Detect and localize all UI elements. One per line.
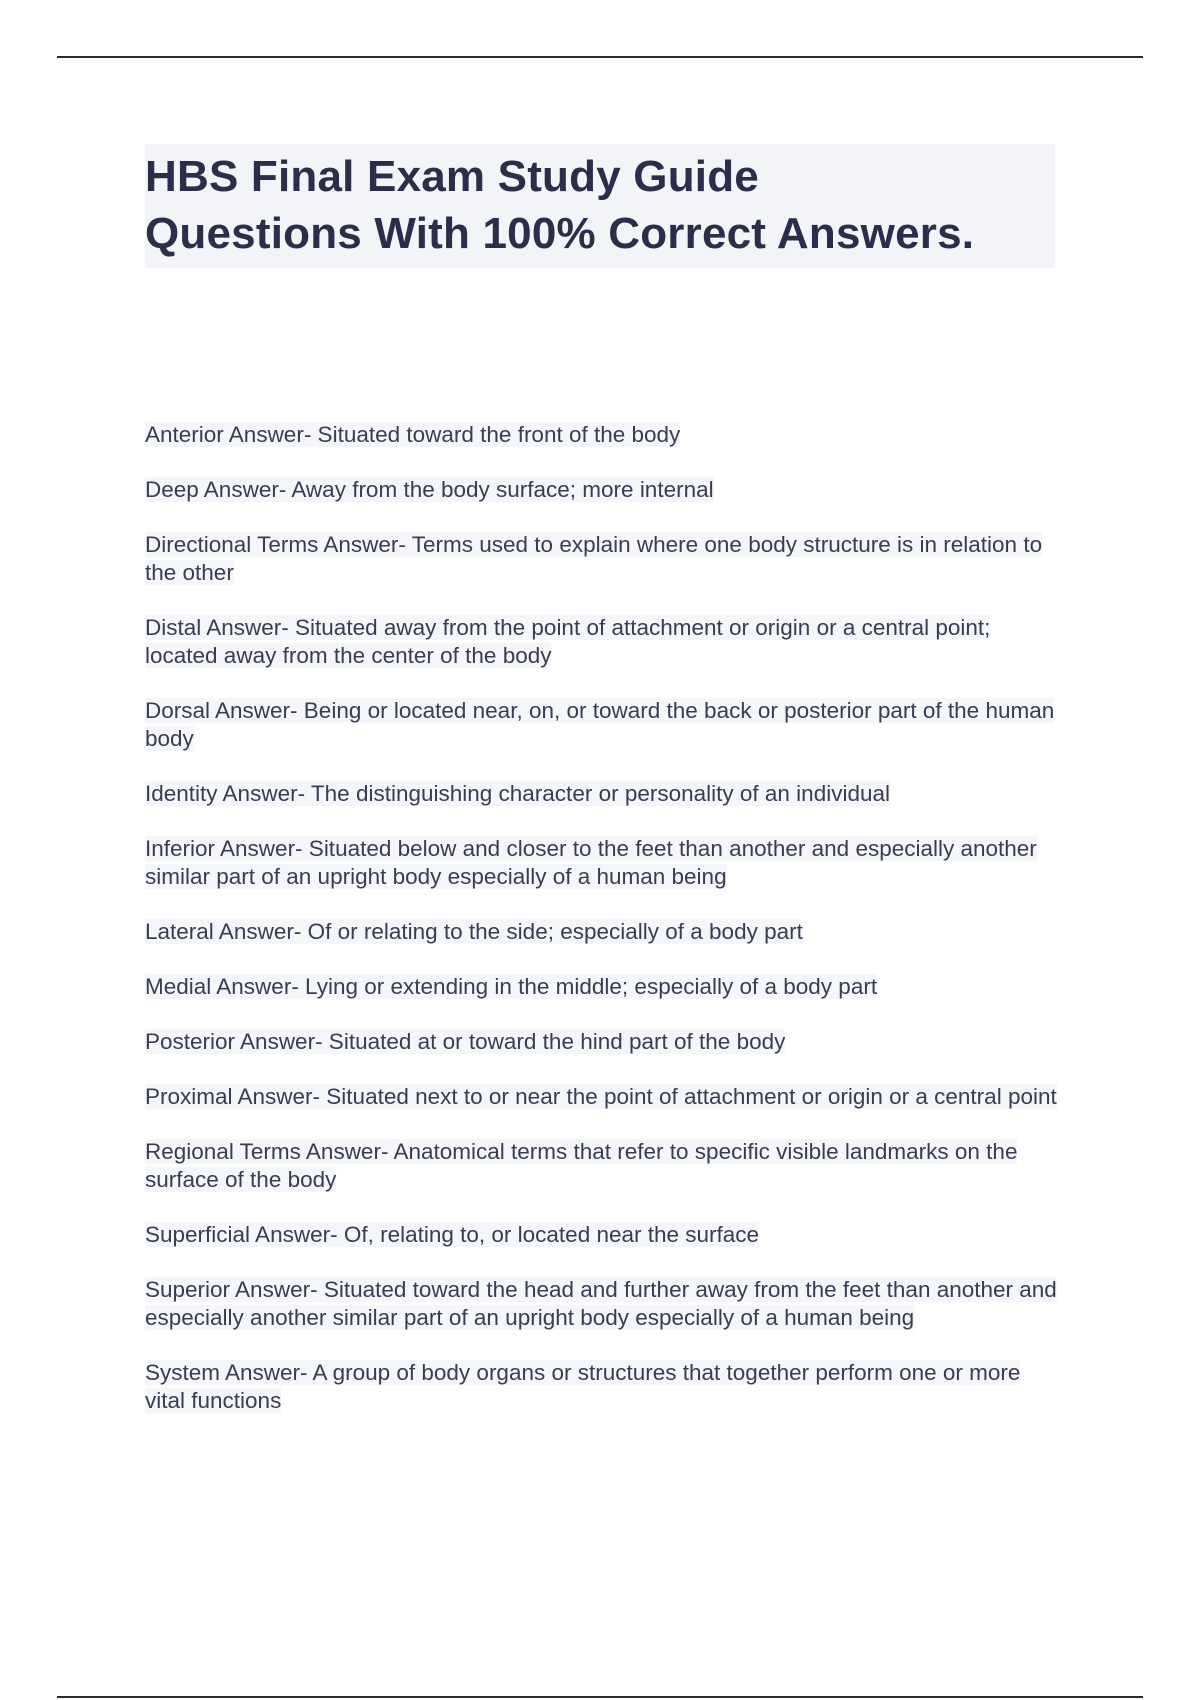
definition-text: Superficial Answer- Of, relating to, or located near the surface <box>145 1222 760 1247</box>
definition-entry <box>145 1221 1065 1249</box>
title-line-2: Questions With 100% Correct Answers. <box>145 209 975 258</box>
definition-text: Directional Terms Answer- Terms used to explain where one body structure is in relation to the other <box>145 532 1043 585</box>
definition-entry <box>145 1028 1065 1056</box>
definition-entry <box>145 780 1065 808</box>
definition-entry <box>145 1138 1065 1194</box>
definition-text: Lateral Answer- Of or relating to the side; especially of a body part <box>145 919 803 944</box>
definition-text: Superior Answer- Situated toward the head and further away from the feet than another and especially another similar part of an upright body especially of a human being <box>145 1277 1057 1330</box>
definition-text: Medial Answer- Lying or extending in the middle; especially of a body part <box>145 974 878 999</box>
definition-text: Proximal Answer- Situated next to or near the point of attachment or origin or a central point <box>145 1084 1057 1109</box>
definition-entry <box>145 697 1065 753</box>
definition-text: Regional Terms Answer- Anatomical terms that refer to specific visible landmarks on the surface of the body <box>145 1139 1018 1192</box>
definition-entry <box>145 1276 1065 1332</box>
definition-text: Distal Answer- Situated away from the point of attachment or origin or a central point; located away from the center of the body <box>145 615 991 668</box>
definition-entry <box>145 835 1065 891</box>
title-line-1: HBS Final Exam Study Guide <box>145 152 759 201</box>
document-title <box>145 144 1055 268</box>
definition-entry <box>145 614 1065 670</box>
bottom-divider <box>57 1696 1143 1698</box>
definition-entry <box>145 1083 1065 1111</box>
definition-entry <box>145 918 1065 946</box>
definition-entry <box>145 476 1065 504</box>
top-divider <box>57 56 1143 58</box>
definition-list <box>145 421 1065 1442</box>
definition-entry <box>145 531 1065 587</box>
definition-text: Posterior Answer- Situated at or toward the hind part of the body <box>145 1029 786 1054</box>
definition-text: System Answer- A group of body organs or structures that together perform one or more vital functions <box>145 1360 1021 1413</box>
definition-entry <box>145 1359 1065 1415</box>
definition-entry <box>145 973 1065 1001</box>
definition-entry <box>145 421 1065 449</box>
definition-text: Anterior Answer- Situated toward the front of the body <box>145 422 681 447</box>
definition-text: Inferior Answer- Situated below and closer to the feet than another and especially another similar part of an upright body especially of a human being <box>145 836 1037 889</box>
definition-text: Deep Answer- Away from the body surface; more internal <box>145 477 714 502</box>
definition-text: Identity Answer- The distinguishing character or personality of an individual <box>145 781 890 806</box>
definition-text: Dorsal Answer- Being or located near, on, or toward the back or posterior part of the human body <box>145 698 1055 751</box>
